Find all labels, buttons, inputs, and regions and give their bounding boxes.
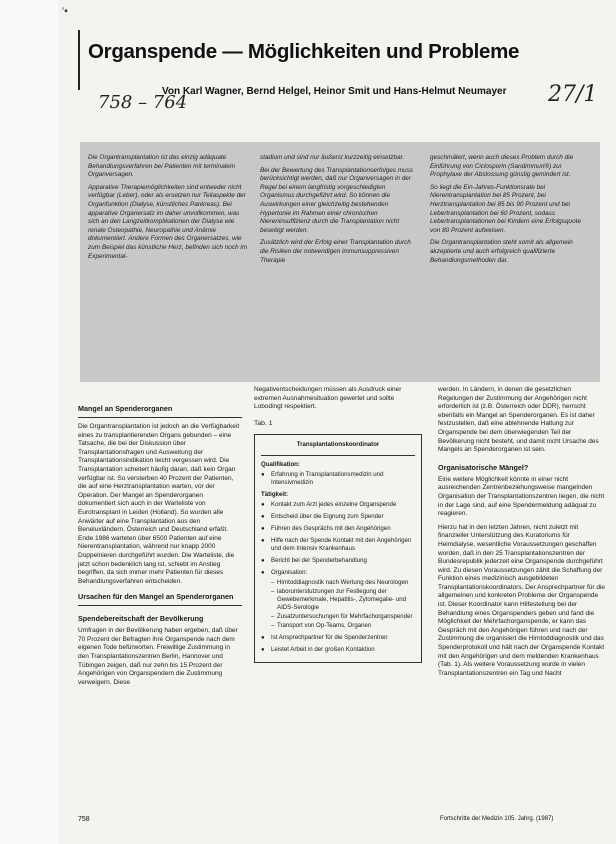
list-item: ● Bericht bei der Spenderbehandlung (261, 557, 415, 565)
abstract-paragraph: Bei der Bewertung des Transplantationserfolges muss berücksichtigt werden, daß nur Organversagen in der Regel bei einem langfristig vorgeschiedigten Organismus durchgeführt wird. So können die Auswirkungen einer gleichzeitig bestehenden Hypertonie im Rahmen einer chronischen Niereninsuffizienz durch die Transplantation nicht beseitigt werden. (260, 166, 413, 234)
list-item: ● Ist Ansprechpartner für die Spenderzentren (261, 634, 415, 642)
heading-rule (78, 605, 242, 606)
list-item: ● Erfahrung in Transplantationsmedizin und Intensivmedizin (261, 471, 415, 487)
list-item: ● Kontakt zum Arzt jedes einzelne Organspende (261, 501, 415, 509)
sublist-item: – Transport von Op-Teams, Organen (271, 622, 415, 630)
abstract-paragraph: So liegt die Ein-Jahres-Funktionsrate bei Nierentransplantation bei 85 Prozent, bei Herztransplantation bei 85 bis 90 Prozent und bei Lebertransplantation bei 60 Prozent, sodass Lebertransplantationen bei Kindern eine Erfolgsquote von 80 Prozent aufweisen. (430, 183, 581, 234)
section-heading: Ursachen für den Mangel an Spenderorganen (78, 592, 234, 602)
qualification-list (261, 471, 415, 487)
body-paragraph: Eine weitere Möglichkeit könnte in einer nicht ausreichenden Zentrenbeziehungsweise mangelnden Organisation der Transplantationszentren liegen, die nicht in der Lage sind, auf eine Spendermeldung adäquat zu reagieren. (438, 475, 605, 518)
abstract-column-1 (88, 154, 248, 265)
list-item: ● Führen des Gesprächs mit den Angehörigen (261, 525, 415, 533)
abstract-paragraph: Die Organtransplantation steht somit als allgemein akzeptierte und auch erfolgreich qualifizierte Behandlungsmethoden dar. (430, 239, 573, 264)
list-item: ● Leistet Arbeit in der großen Kontaktion (261, 646, 415, 654)
article-title: Organspende — Möglichkeiten und Probleme (88, 40, 520, 63)
title-rule (78, 30, 80, 90)
scan-margin (0, 0, 58, 844)
body-paragraph: Umfragen in der Bevölkerung haben ergeben, daß über 70 Prozent der Befragten ihre Organspende nach dem eigenen Tode befürworten. Freiwillige Zustimmung in den Transplantationszentren Berlin, Hannover und Tübingen zeigen, daß nur zehn bis 15 Prozent der Angehörigen von Organspendern die Zustimmung verweigern. Diese (78, 627, 238, 686)
abstract-paragraph: geschmälert, wenn auch dieses Problem durch die Einführung von Ciclosporin (Sandimmun®) zur Prophylaxe der Abstossung günstig gemindert ist. (430, 154, 574, 179)
section-heading: Mangel an Spenderorganen (78, 404, 173, 413)
table-rule (261, 455, 415, 456)
subsection-heading: Spendebereitschaft der Bevölkerung (78, 614, 204, 624)
column-left (78, 396, 242, 692)
list-item-organisation (261, 569, 415, 630)
abstract-paragraph: stadium und sind nur äußerst kurzzeitig einsetzbar. (260, 154, 405, 161)
task-list (261, 501, 415, 654)
list-item: ● Entscheid über die Eignung zum Spender (261, 513, 415, 521)
list-item: ● Hilfe nach der Spende Kontakt mit den Angehörigen und dem Intensiv Krankenhaus (261, 537, 415, 553)
scan-mark: ‘▪ (62, 6, 68, 17)
body-paragraph: Die Organtransplantation ist jedoch an die Verfügbarkeit eines zu transplantierenden Organs gebunden – eine Tatsache, die bei der Diskussion über Transplantationsfragen und Ausweitung der Transplantationsindikation leicht vergessen wird. Die Transplantation scheitert häufig daran, daß kein Organ verfügbar ist. So versterben 40 Prozent der Patienten, die auf eine Herztransplantation warten, vor der Operation. Der Mangel an Spenderorganen dokumentiert sich auch in der Warteliste von Eurotransplant in Leiden (Holland). So wurden alle Anwärter auf eine Transplantation aus den Beneluxländern, Österreich und Deutschland erfaßt. Ende 1986 warteten über 6500 Patienten auf eine Nierentransplantation, während nur knapp 2000 Doppelnieren durchgeführt wurden. Die Warteliste, die jetzt schon bedenklich lang ist, schiebt im Anstieg begriffen, da sich immer mehr Patienten für dieses Behandlungsverfahren entscheiden. (78, 423, 240, 585)
sublist-item: – laborunterstutzungen zur Festlegung der Gewebemerkmale, Hepatitis-, Zytomegalie- und AIDS-Serologie (271, 588, 415, 612)
abstract-paragraph: Zusätzlich wird der Erfolg einer Transplantation durch die Risiken der notwendigen immunsuppressiven Therapie (260, 239, 411, 264)
abstract-column-3 (430, 154, 592, 269)
table-section-heading: Qualifikation: (261, 461, 300, 469)
journal-footer: Fortschritte der Medizin 105. Jahrg. (1987) (440, 816, 554, 822)
abstract-paragraph: Die Organtransplantation ist das einzig adäquate Behandlungsverfahren bei Patienten mit terminalem Organversagen. (88, 154, 236, 179)
coordinator-table (254, 434, 422, 663)
article-authors: Von Karl Wagner, Bernd Helgel, Heinor Smit und Hans-Helmut Neumayer (162, 86, 507, 97)
table-label: Tab. 1 (254, 419, 273, 427)
abstract-column-2 (260, 154, 418, 269)
handwritten-page-range: 758 – 764 (98, 92, 188, 113)
abstract-paragraph: Apparative Therapiemöglichkeiten sind entweder nicht verfügbar (Leber), oder als ersetzen nur Teilaspekte der Organfunktion (Dialyse, künstliches Pankreas). Bei apparative Organersatz im daher unvollkommen, was sich an den Langzeitkomplikationen der Dialyse wie renale Osteopathie, Neuropathie und Anämie dokumentiert. Andere Formen des Organersatzes, wie zum Beispiel das künstliche Herz, befinden sich noch im Experimental- (88, 183, 248, 260)
table-title: Transplantationskoordinator (296, 441, 380, 449)
column-right (438, 386, 606, 683)
body-paragraph: werden. In Ländern, in denen die gesetzlichen Regelungen der Zustimmung der Angehörigen nicht erforderlich ist (z.B. Österreich oder DDR), herrscht ebenfalls ein Mangel an Spenderorganen. Es ist daher festzustellen, daß eine ablehnende Haltung zur Organspende bei dem überwiegenden Teil der Bevölkerung nicht besteht, und damit nicht Ursache des Mangels an Spenderorganen ist sein. (438, 386, 599, 454)
abstract-box (80, 142, 600, 382)
list-item-label: Organisation: (271, 569, 308, 577)
section-heading: Organisatorische Mängel? (438, 462, 529, 472)
page-number: 758 (78, 816, 90, 823)
body-paragraph: Hierzu hat in den letzten Jahren, nicht zuletzt mit finanzieller Unterstützung des Kuratoriums für Heimdialyse, wesentliche Voraussetzungen geschaffen worden, daß in den 25 Transplantationszentren der Bundesrepublik jederzeit eine Organspende durchgeführt wird. Zu diesen Voraussetzungen zählt die Schaffung der Funktion eines medizinisch ausgebildeten Transplantationskoordinators. Der Ansprechpartner für die allgemeinen und konkreten Probleme der Organspende ist. Dieser Koordinator kann Hilfestellung bei der Behandlung eines Organspenders geben und fand die Möglichkeit der Mehrfachorganspende, er kann das Gespräch mit den Angehörigen führen und nach der Zustimmung die organisiert die Hirntoddiagnostik und das Spenderprotokoll und hält nach der Organspende Kontakt mit den Angehörigen und dem meldenden Krankenhaus (Tab. 1). Als weitere Voraussetzung wurde in vielen Transplantationszentren ein Tag und Nacht (438, 523, 606, 677)
body-paragraph: Negativentscheidungen müssen als Ausdruck einer extremen Ausnahmesituation gewertet und sollte Lobodingt respektiert. (254, 386, 402, 411)
organisation-sublist (271, 579, 415, 630)
sublist-item: – Hirntoddiagnostik nach Wertung des Neurologen (271, 579, 415, 587)
table-section-heading: Tätigkeit: (261, 491, 289, 499)
column-middle (254, 386, 422, 663)
handwritten-annotation: 27/1 (548, 82, 598, 107)
sublist-item: – Zusatzuntersuchungen für Mehrfachorganspender (271, 613, 415, 621)
heading-rule (78, 417, 242, 418)
